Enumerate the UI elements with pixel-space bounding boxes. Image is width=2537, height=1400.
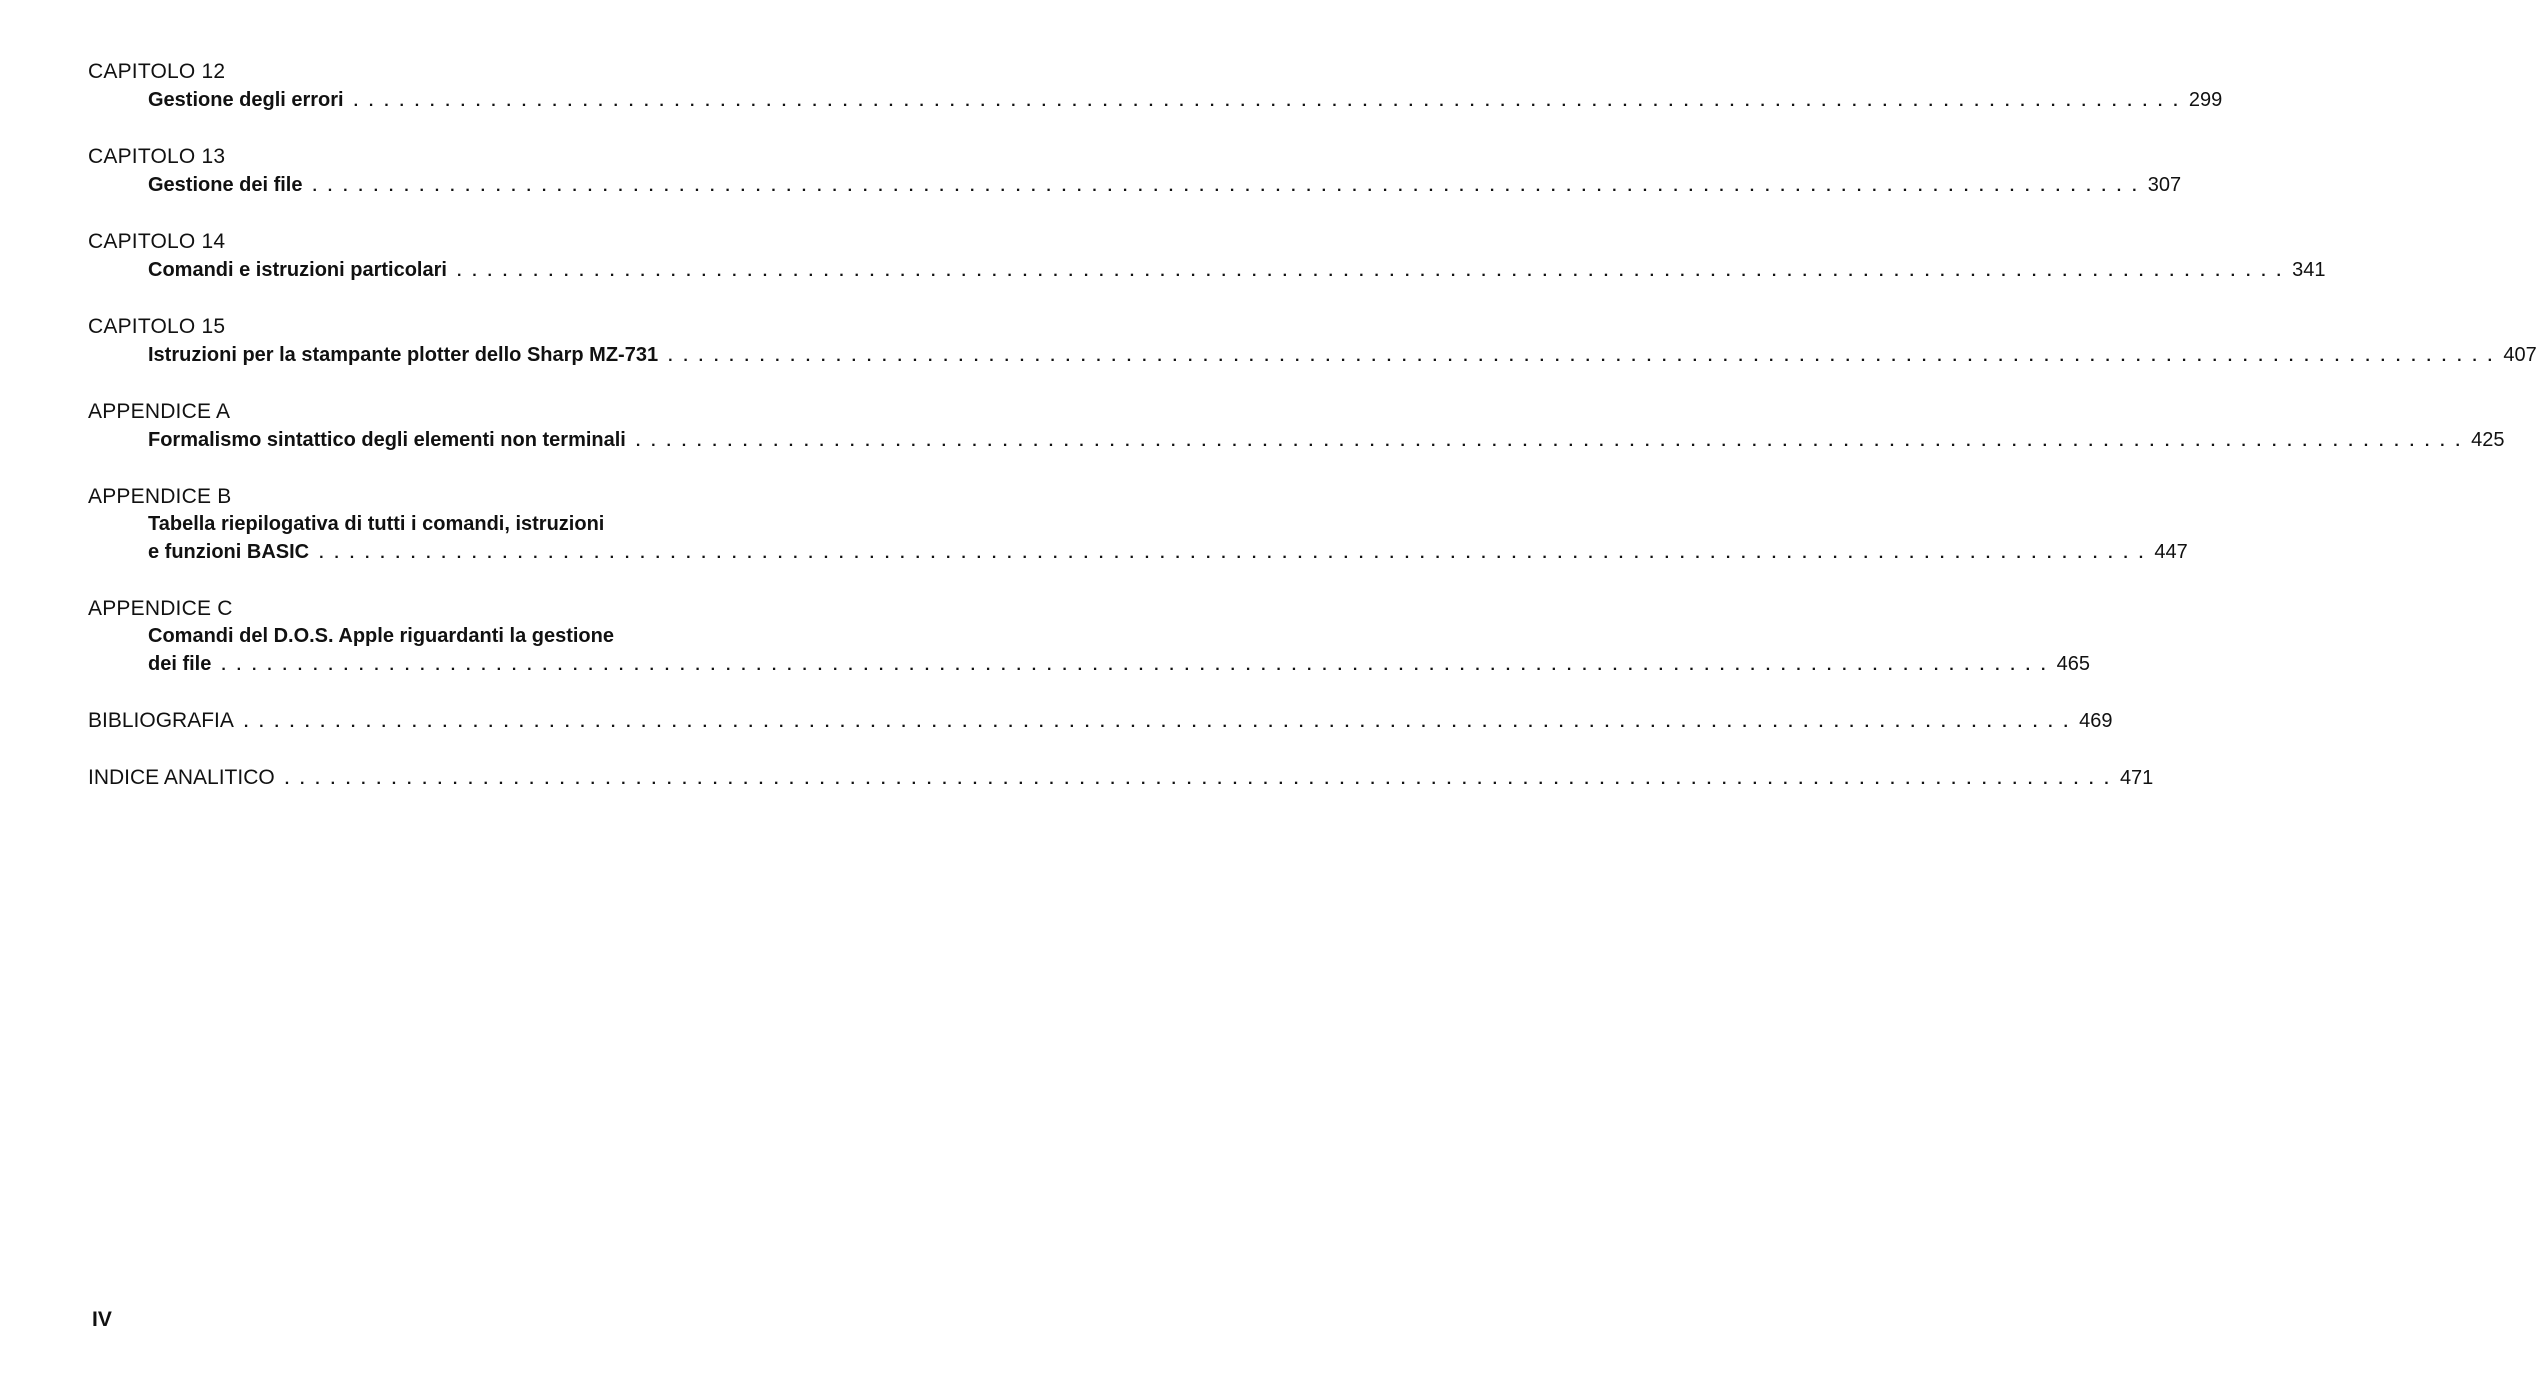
page-number: 447: [2154, 541, 2188, 563]
entry-heading: APPENDICE C: [88, 597, 233, 620]
entry-title: BIBLIOGRAFIA: [88, 709, 234, 732]
entry-title-line: Formalismo sintattico degli elementi non terminali: [148, 429, 626, 451]
page-number: 341: [2292, 259, 2326, 281]
dot-leader: . . . . . . . . . . . . . . . . . . . . . . . . . . . . . . . . . . . . . . . . . . . . . . . . . . . . . . . . . . . . . . . . . . . . . . . . . . . . . . . . . . . . . . . . . . . . . . . . . . . . . . . . . . . . . . . . . . . . . . . .: [635, 433, 2464, 450]
entry-title: [148, 511, 2188, 568]
entry-title-line: e funzioni BASIC: [148, 541, 310, 563]
toc-entry[interactable]: [88, 228, 2326, 286]
entry-heading: CAPITOLO 13: [88, 145, 226, 168]
dot-leader: . . . . . . . . . . . . . . . . . . . . . . . . . . . . . . . . . . . . . . . . . . . . . . . . . . . . . . . . . . . . . . . . . . . . . . . . . . . . . . . . . . . . . . . . . . . . . . . . . . . . . . . . . . . . . . . . . . . . . . . .: [353, 93, 2181, 110]
spacer: [0, 201, 988, 228]
dot-leader: . . . . . . . . . . . . . . . . . . . . . . . . . . . . . . . . . . . . . . . . . . . . . . . . . . . . . . . . . . . . . . . . . . . . . . . . . . . . . . . . . . . . . . . . . . . . . . . . . . . . . . . . . . . . . . . . . . . . . . . .: [668, 348, 2496, 365]
page-number: 471: [2119, 767, 2154, 789]
toc-entry[interactable]: [88, 313, 2537, 371]
dot-leader: . . . . . . . . . . . . . . . . . . . . . . . . . . . . . . . . . . . . . . . . . . . . . . . . . . . . . . . . . . . . . . . . . . . . . . . . . . . . . . . . . . . . . . . . . . . . . . . . . . . . . . . . . . . . . . . . . . . . . . . .: [221, 657, 2049, 674]
entry-leader-row: [148, 171, 2182, 201]
entry-heading: CAPITOLO 12: [88, 60, 226, 83]
spacer: [0, 371, 988, 398]
entry-title: [148, 623, 2090, 680]
spacer: [0, 456, 988, 483]
toc-entry[interactable]: [88, 764, 2154, 794]
entry-leader-row: [148, 650, 2090, 680]
entry-title-line: dei file: [148, 653, 212, 675]
entry-title: [148, 86, 2223, 116]
page-number: 307: [2147, 174, 2182, 196]
table-of-contents: [0, 58, 2537, 794]
entry-title-line: Comandi e istruzioni particolari: [148, 259, 447, 281]
entry-leader-row: [148, 538, 2188, 568]
entry-leader-row: [88, 764, 2154, 794]
entry-heading: CAPITOLO 15: [88, 315, 226, 338]
chapter-list: [0, 58, 2537, 707]
dot-leader: . . . . . . . . . . . . . . . . . . . . . . . . . . . . . . . . . . . . . . . . . . . . . . . . . . . . . . . . . . . . . . . . . . . . . . . . . . . . . . . . . . . . . . . . . . . . . . . . . . . . . . . . . . . . . . . . . . . . . . . .: [284, 771, 2112, 788]
spacer: [0, 680, 988, 707]
toc-entry[interactable]: [88, 398, 2505, 456]
toc-entry[interactable]: [88, 58, 2223, 116]
entry-leader-row: [148, 86, 2223, 116]
dot-leader: . . . . . . . . . . . . . . . . . . . . . . . . . . . . . . . . . . . . . . . . . . . . . . . . . . . . . . . . . . . . . . . . . . . . . . . . . . . . . . . . . . . . . . . . . . . . . . . . . . . . . . . . . . . . . . . . . . . . . . . .: [243, 714, 2072, 731]
entry-heading: APPENDICE B: [88, 485, 232, 508]
page-number: 465: [2056, 653, 2090, 675]
page-number: 425: [2471, 429, 2505, 451]
page-number: 299: [2188, 89, 2223, 111]
page-number: 469: [2079, 710, 2113, 732]
page-number: 407: [2503, 344, 2537, 366]
entry-title: [148, 256, 2326, 286]
entry-heading: APPENDICE A: [88, 400, 231, 423]
entry-title-line: Gestione degli errori: [148, 89, 344, 111]
entry-title-line: Comandi del D.O.S. Apple riguardanti la gestione: [148, 625, 614, 647]
spacer: [0, 568, 988, 595]
entry-title: INDICE ANALITICO: [88, 766, 275, 789]
page-folio: IV: [92, 1308, 112, 1331]
toc-entry[interactable]: [88, 595, 2090, 680]
entry-title: [148, 171, 2182, 201]
dot-leader: . . . . . . . . . . . . . . . . . . . . . . . . . . . . . . . . . . . . . . . . . . . . . . . . . . . . . . . . . . . . . . . . . . . . . . . . . . . . . . . . . . . . . . . . . . . . . . . . . . . . . . . . . . . . . . . . . . . . . . . .: [456, 263, 2285, 280]
entry-leader-row: [148, 256, 2326, 286]
entry-leader-row: [88, 707, 2113, 737]
entry-heading: CAPITOLO 14: [88, 230, 226, 253]
spacer: [0, 737, 988, 764]
entry-title-line: Gestione dei file: [148, 174, 303, 196]
entry-title-line: Istruzioni per la stampante plotter dello Sharp MZ-731: [148, 344, 659, 366]
entry-title: [148, 341, 2537, 371]
toc-entry[interactable]: [88, 483, 2188, 568]
spacer: [0, 286, 988, 313]
entry-leader-row: [148, 426, 2505, 456]
dot-leader: . . . . . . . . . . . . . . . . . . . . . . . . . . . . . . . . . . . . . . . . . . . . . . . . . . . . . . . . . . . . . . . . . . . . . . . . . . . . . . . . . . . . . . . . . . . . . . . . . . . . . . . . . . . . . . . . . . . . . . . .: [312, 178, 2140, 195]
toc-entry[interactable]: [88, 707, 2113, 737]
entry-title-line: Tabella riepilogativa di tutti i comandi, istruzioni: [148, 513, 605, 535]
dot-leader: . . . . . . . . . . . . . . . . . . . . . . . . . . . . . . . . . . . . . . . . . . . . . . . . . . . . . . . . . . . . . . . . . . . . . . . . . . . . . . . . . . . . . . . . . . . . . . . . . . . . . . . . . . . . . . . . . . . . . . . .: [319, 545, 2147, 562]
toc-entry[interactable]: [88, 143, 2182, 201]
entry-title: [148, 426, 2505, 456]
top-level-list: [0, 707, 2154, 794]
spacer: [0, 116, 988, 143]
entry-leader-row: [148, 341, 2537, 371]
